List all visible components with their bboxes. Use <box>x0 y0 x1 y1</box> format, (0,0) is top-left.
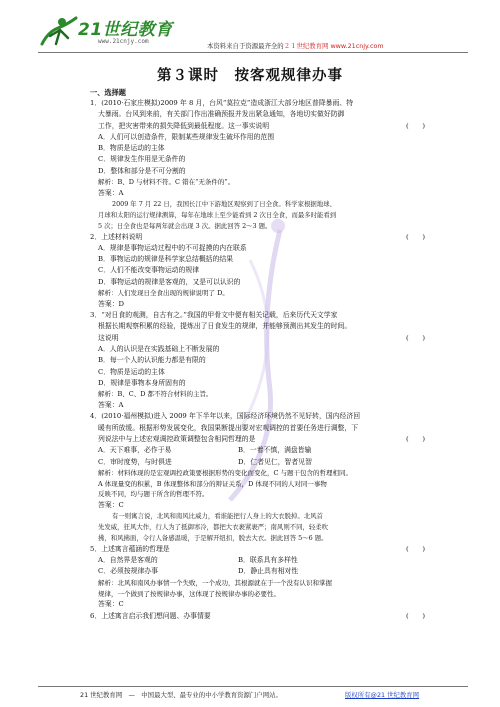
q5-option-c[interactable]: C．必须按规律办事 <box>98 567 158 576</box>
q3-option-b[interactable]: B．每一个人的认识能力都是有限的 <box>98 356 206 365</box>
page-header <box>0 0 500 58</box>
q4-option-b[interactable]: B．一着不慎，满盘皆输 <box>238 446 312 455</box>
header-notice-link[interactable]: ２１世纪教育网 www.21cnjy.com <box>283 42 384 50</box>
material1-line1: 2009 年 7 月 22 日，我国长江中下游地区观察到了日全食。科学家根据地球、 <box>112 200 336 209</box>
q1-stem-line3 <box>90 121 435 132</box>
running-figure-logo-icon <box>38 14 80 48</box>
q5-analysis-line1: 解析：北风和南风办事情一个失败，一个成功，其根源就在于一个没有认识和掌握 <box>98 578 332 587</box>
q2-answer-paren: ( ) <box>405 232 425 241</box>
q1-stem-line1: 1．(2010·石家庄模拟)2009 年 8 月，台风“莫拉克”造成浙江大部分地区普降暴雨、特 <box>90 99 354 107</box>
q5-stem <box>90 544 435 555</box>
q2-option-b[interactable]: B．事物运动的规律是科学家总结概括的结果 <box>98 255 234 264</box>
q3-answer: 答案：A <box>98 401 124 410</box>
q1-option-d[interactable]: D．整体和部分是不可分割的 <box>98 166 186 175</box>
q5-stem-text: 5．上述寓言蕴涵的哲理是 <box>90 544 170 553</box>
q2-analysis: 解析：人们发现日全食出现的规律说明了 D。 <box>98 289 229 298</box>
q4-analysis-line3: 反映不同，均与题干所含的哲理不符。 <box>98 490 209 499</box>
q4-analysis-line2: A 体现量变的积累，B 体现整体和部分的辩证关系，D 体现不同的人对同一事物 <box>98 479 327 488</box>
q4-analysis-line1: 解析：材料体现的是宏观调控政策要根据形势的变化而变化，C 与题干包含的哲理相同。 <box>98 468 353 477</box>
site-logo[interactable] <box>38 10 173 52</box>
q3-stem-line3 <box>90 333 435 344</box>
lesson-title: 第３课时 按客观规律办事 <box>157 68 343 84</box>
header-divider <box>38 52 468 53</box>
footer-copyright-link[interactable]: 版权所有@21 世纪教育网 <box>345 691 420 699</box>
q5-analysis-line2: 规律，一个做到了按规律办事，这体现了按规律办事的必要性。 <box>98 589 280 598</box>
q4-stem-line2: 暖有所放缓。根据形势发展变化，我国果断提出要对宏观调控的首要任务进行调整，下 <box>98 423 359 432</box>
material2-line2: 先发威，狂风大作，行人为了抵御寒冷，都把大衣裹紧裹严；南风则不同，轻柔吹 <box>98 523 329 532</box>
footer-divider <box>38 686 468 687</box>
material2-line1: 有一则寓言说，北风和南风比威力，看谁能把行人身上的大衣脱掉。北风首 <box>112 512 323 521</box>
q2-stem-text: 2．上述材料说明 <box>90 232 143 241</box>
q1-stem-line2: 大暴雨。台风到来前，有关部门作出准确预报并发出紧急通知，各地切实做好防御 <box>98 110 345 119</box>
footer-site-description: 21 世纪教育网 — 中国最大型、最专业的中小学教育资源门户网站。 <box>80 691 282 699</box>
header-notice-prefix: 本资料来自于资源最齐全的 <box>207 42 284 50</box>
q4-option-a[interactable]: A．天下难事，必作于易 <box>98 446 172 455</box>
material2-line3: 拂，和风拂面，令行人备感温暖，于是解开纽扣，脱去大衣。据此回答 5～6 题。 <box>98 534 328 543</box>
material1-line2: 月球和太阳的运行规律测算，每年在地球上至少能看到 2 次日全食，而最多时能看到 <box>98 210 337 219</box>
q1-option-a[interactable]: A．人们可以创造条件，限制某些规律发生破坏作用的范围 <box>98 132 275 141</box>
logo-name: 21世纪教育 <box>78 20 173 40</box>
section-heading: 一、选择题 <box>90 88 126 97</box>
q2-option-c[interactable]: C．人们不能改变事物运动的规律 <box>98 266 200 275</box>
q1-option-c[interactable]: C．规律发生作用是无条件的 <box>98 155 186 164</box>
q2-option-d[interactable]: D．事物运动的规律是客观的，又是可以认识的 <box>98 277 241 286</box>
material1-line3: 5 次；日全食也是每两年就会出现 3 次。据此回答 2～3 题。 <box>98 221 272 230</box>
q4-stem-line1: 4．(2010·福州模拟)进入 2009 年下半年以来，国际经济环境仍然不见好转，国内经济回 <box>90 412 361 421</box>
q4-answer: 答案：C <box>98 501 124 510</box>
q2-stem <box>90 232 435 243</box>
q1-answer-paren: ( ) <box>405 121 425 130</box>
q3-stem-text: 这说明 <box>98 333 119 342</box>
q6-answer-paren: ( ) <box>405 611 425 620</box>
q6-stem <box>90 611 435 622</box>
q3-stem-line2: 根据长期观察积累的经验，提炼出了日食发生的规律，并能够预测出其发生的时间。 <box>98 322 352 331</box>
q3-answer-paren: ( ) <box>405 333 425 342</box>
q5-options-row2 <box>90 566 435 577</box>
q1-answer: 答案：A <box>98 188 124 197</box>
q4-option-d[interactable]: D．仁者见仁，智者见智 <box>238 457 312 466</box>
q4-answer-paren: ( ) <box>405 434 425 443</box>
q5-option-d[interactable]: D．静止具有相对性 <box>238 567 299 576</box>
q4-options-row2 <box>90 457 435 468</box>
q5-answer-paren: ( ) <box>405 544 425 553</box>
q2-answer: 答案：D <box>98 299 125 308</box>
q3-stem-line1: 3．“对日食的观测，自古有之。”我国的甲骨文中便有相关记载，后来历代天文学家 <box>90 311 338 320</box>
q4-option-c[interactable]: C．审时度势，与时俱进 <box>98 457 172 466</box>
q5-options-row1 <box>90 555 435 566</box>
q6-stem-text: 6．上述寓言启示我们想问题、办事情要 <box>90 611 211 620</box>
q1-option-b[interactable]: B．物质是运动的主体 <box>98 144 165 153</box>
q4-stem-line3 <box>90 434 435 445</box>
q1-stem-text: 工作，把灾害带来的损失降低到最低程度。这一事实说明 <box>98 121 270 130</box>
q5-option-a[interactable]: A．自然界是客观的 <box>98 556 158 565</box>
q1-analysis: 解析：B、D 与材料不符。C 错在“无条件的”。 <box>98 178 235 187</box>
q4-stem-text: 列说法中与上述宏观调控政策调整包含相同哲理的是 <box>98 434 256 443</box>
q3-option-c[interactable]: C．物质是运动的主体 <box>98 367 165 376</box>
q5-answer: 答案：C <box>98 600 124 609</box>
q2-option-a[interactable]: A．规律是事物运动过程中的不可捉摸的内在联系 <box>98 243 247 252</box>
question-content <box>90 88 435 622</box>
q5-option-b[interactable]: B．联系具有多样性 <box>238 556 298 565</box>
header-notice <box>207 41 384 50</box>
q3-analysis: 解析：B、C、D 都不符合材料的主旨。 <box>98 390 213 399</box>
logo-url: www.21cnjy.com <box>98 38 149 45</box>
q3-option-d[interactable]: D．规律是事物本身所固有的 <box>98 378 186 387</box>
q4-options-row1 <box>90 445 435 456</box>
q3-option-a[interactable]: A．人的认识是在实践基础上不断发展的 <box>98 345 220 354</box>
